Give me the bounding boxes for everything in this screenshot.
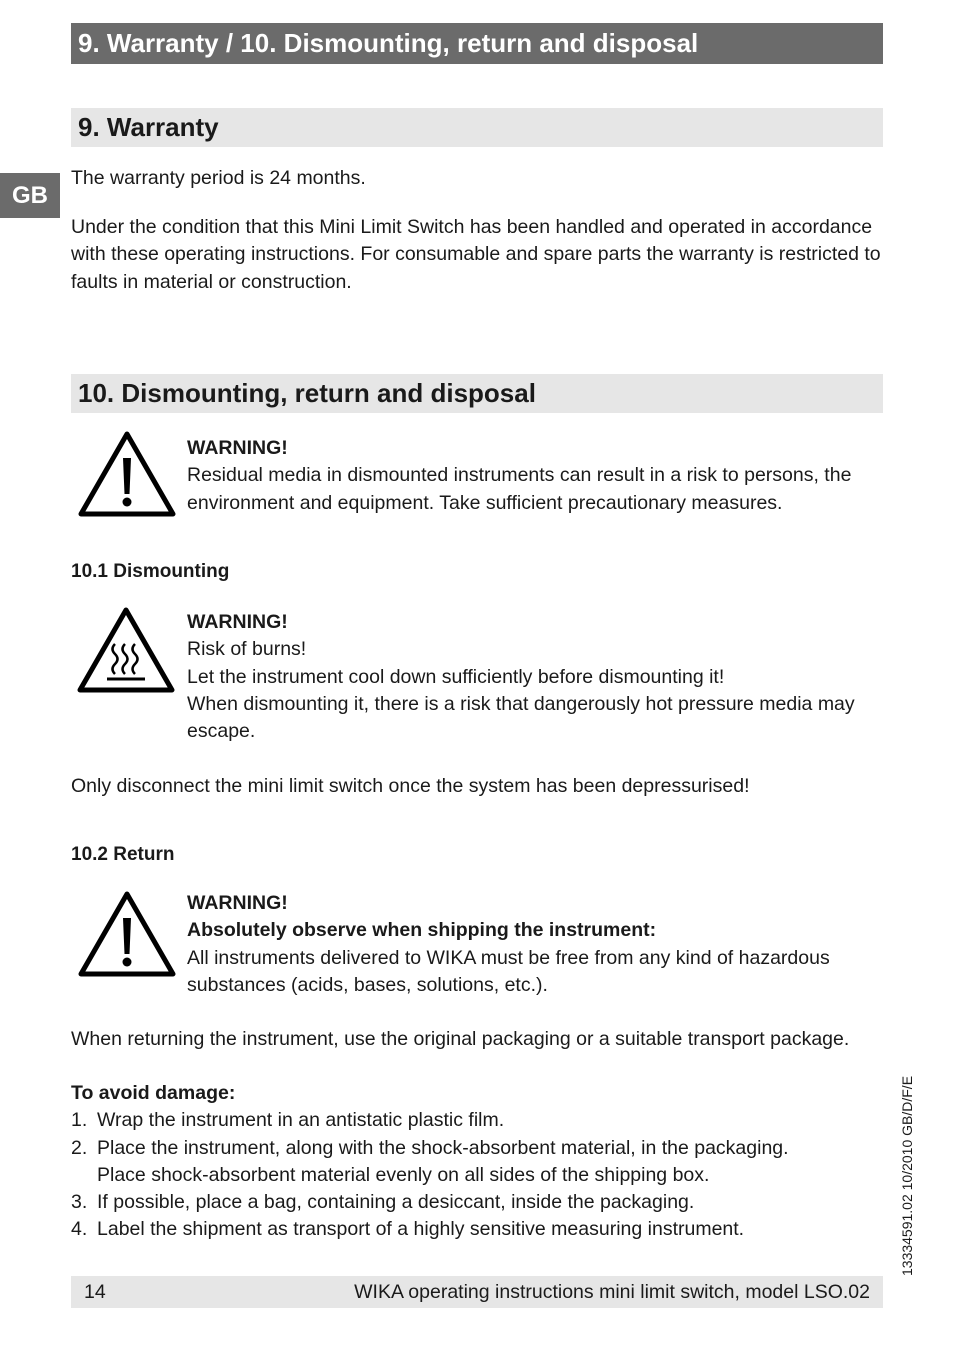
- language-tab: GB: [0, 173, 60, 218]
- warning-line: Let the instrument cool down sufficiently before dismounting it!: [187, 665, 725, 688]
- avoid-damage-block: [71, 1080, 886, 1244]
- list-item: [71, 1189, 886, 1216]
- shipping-warning: [187, 890, 887, 999]
- warning-label: WARNING!: [187, 437, 288, 459]
- warning-text: Residual media in dismounted instruments can result in a risk to persons, the environment and equipment. Take sufficient precautionary measures.: [187, 464, 852, 514]
- list-number: 2.: [71, 1136, 88, 1159]
- list-number: 4.: [71, 1218, 88, 1241]
- list-item: [71, 1107, 886, 1134]
- avoid-damage-steps: [71, 1107, 886, 1243]
- return-subheading: 10.2 Return: [71, 844, 175, 865]
- document-code: 13334591.02 10/2010 GB/D/F/E: [899, 1075, 915, 1276]
- list-text: Place shock-absorbent material evenly on all sides of the shipping box.: [97, 1163, 710, 1186]
- warning-bold-line: Absolutely observe when shipping the instrument:: [187, 919, 657, 942]
- dismounting-subheading: 10.1 Dismounting: [71, 561, 230, 582]
- page-header-title: 9. Warranty / 10. Dismounting, return and disposal: [78, 28, 699, 58]
- list-item: [71, 1135, 886, 1190]
- list-number: 3.: [71, 1191, 88, 1214]
- page-number: 14: [84, 1281, 106, 1303]
- page-header-bar: [71, 23, 883, 64]
- list-item: [71, 1216, 886, 1243]
- residual-media-warning: [187, 435, 887, 517]
- footer-title: WIKA operating instructions mini limit switch, model LSO.02: [354, 1281, 870, 1303]
- warning-triangle-icon: [78, 890, 176, 978]
- packaging-note: When returning the instrument, use the original packaging or a suitable transport package.: [71, 1028, 850, 1050]
- warning-line: When dismounting it, there is a risk that dangerously hot pressure media may escape.: [187, 692, 855, 743]
- warning-text: All instruments delivered to WIKA must be free from any kind of hazardous substances (acids, bases, solutions, etc.).: [187, 946, 830, 996]
- list-number: 1.: [71, 1109, 88, 1132]
- list-text: Label the shipment as transport of a highly sensitive measuring instrument.: [97, 1218, 745, 1241]
- hot-surface-icon: [77, 606, 175, 694]
- section-10-title: 10. Dismounting, return and disposal: [78, 378, 536, 408]
- section-9-title: 9. Warranty: [78, 112, 219, 142]
- warning-line: Risk of burns!: [187, 638, 307, 661]
- warranty-condition-text: Under the condition that this Mini Limit Switch has been handled and operated in accordance with these operating instructions. For consumable and spare parts the warranty is restricted to faults in material or construction.: [71, 216, 881, 293]
- depressurise-note: Only disconnect the mini limit switch once the system has been depressurised!: [71, 775, 750, 797]
- warning-triangle-icon: [78, 430, 176, 518]
- page-footer: [71, 1276, 883, 1308]
- warning-label: WARNING!: [187, 611, 288, 633]
- list-text: Place the instrument, along with the shock-absorbent material, in the packaging.: [97, 1136, 789, 1159]
- warranty-period-text: The warranty period is 24 months.: [71, 167, 366, 189]
- warning-label: WARNING!: [187, 892, 288, 914]
- list-text: If possible, place a bag, containing a desiccant, inside the packaging.: [97, 1191, 695, 1214]
- section-9-heading: [71, 108, 883, 147]
- section-10-heading: [71, 374, 883, 413]
- list-text: Wrap the instrument in an antistatic plastic film.: [97, 1109, 505, 1132]
- avoid-damage-title: To avoid damage:: [71, 1082, 236, 1104]
- burn-risk-warning: [187, 609, 887, 745]
